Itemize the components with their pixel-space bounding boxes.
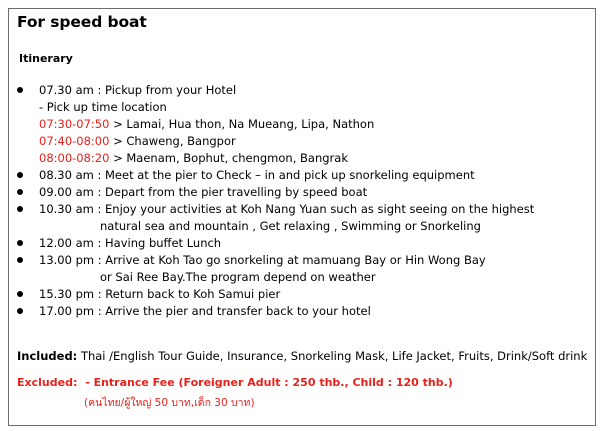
page-title: For speed boat [17, 13, 147, 31]
pickup-time-row [39, 134, 236, 148]
pickup-locations: > Maenam, Bophut, chengmon, Bangrak [109, 151, 348, 165]
pickup-time: 08:00-08:20 [39, 151, 110, 165]
bullet-icon [17, 206, 23, 212]
bullet-icon [17, 257, 23, 263]
excluded-label: Excluded: [17, 376, 78, 389]
bullet-icon [17, 87, 23, 93]
itinerary-item: 13.00 pm : Arrive at Koh Tao go snorkeling at mamuang Bay or Hin Wong Bay [39, 253, 486, 267]
bullet-icon [17, 291, 23, 297]
itinerary-item: 07.30 am : Pickup from your Hotel [39, 83, 237, 97]
pickup-time: 07:30-07:50 [39, 117, 110, 131]
excluded-row [17, 376, 453, 389]
bullet-icon [17, 172, 23, 178]
itinerary-item: 17.00 pm : Arrive the pier and transfer back to your hotel [39, 304, 371, 318]
pickup-time: 07:40-08:00 [39, 134, 110, 148]
itinerary-item-continued: or Sai Ree Bay.The program depend on weather [100, 270, 376, 284]
entrance-fee: - Entrance Fee (Foreigner Adult : 250 thb., Child : 120 thb.) [85, 376, 453, 389]
included-text: Thai /English Tour Guide, Insurance, Snorkeling Mask, Life Jacket, Fruits, Drink/Soft drink [80, 349, 588, 363]
pickup-locations: > Lamai, Hua thon, Na Mueang, Lipa, Nathon [109, 117, 375, 131]
bullet-icon [17, 308, 23, 314]
thai-fee-note: (คนไทย/ผู้ใหญ่ 50 บาท,เด็ก 30 บาท) [84, 397, 255, 409]
itinerary-item-continued: natural sea and mountain , Get relaxing , Swimming or Snorkeling [100, 219, 481, 233]
itinerary-item: 09.00 am : Depart from the pier travelling by speed boat [39, 185, 368, 199]
bullet-icon [17, 189, 23, 195]
included-row [17, 349, 587, 363]
itinerary-item: 12.00 am : Having buffet Lunch [39, 236, 222, 250]
pickup-time-row [39, 117, 374, 131]
itinerary-item: 15.30 pm : Return back to Koh Samui pier [39, 287, 281, 301]
pickup-time-row [39, 151, 348, 165]
included-label: Included: [17, 349, 78, 363]
itinerary-subitem: - Pick up time location [39, 100, 167, 114]
bullet-icon [17, 240, 23, 246]
itinerary-item: 08.30 am : Meet at the pier to Check – in and pick up snorkeling equipment [39, 168, 475, 182]
pickup-locations: > Chaweng, Bangpor [109, 134, 236, 148]
section-heading: Itinerary [19, 52, 73, 65]
itinerary-item: 10.30 am : Enjoy your activities at Koh Nang Yuan such as sight seeing on the highest [39, 202, 535, 216]
